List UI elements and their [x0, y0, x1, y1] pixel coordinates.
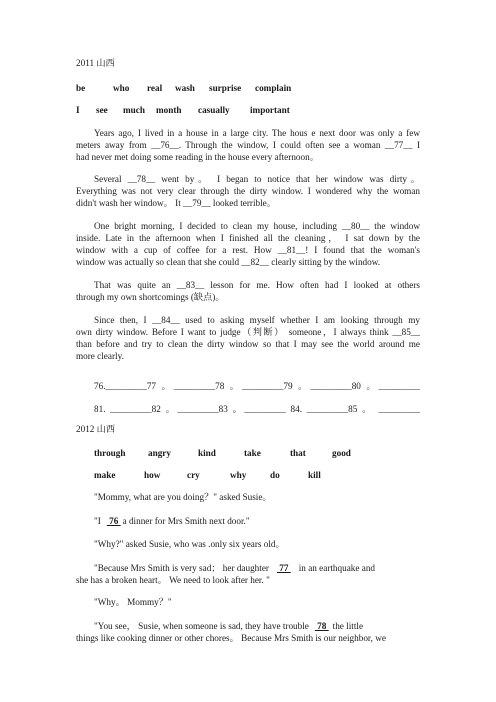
- blank-76: 76: [106, 516, 121, 526]
- answer-blanks-row-2: 81. _________82 。_________83 。_________ 84. _________85 。 _________: [94, 404, 420, 414]
- text-line: own dirty window. Before I want to judge（判断） someone，I always think __85__: [76, 327, 420, 337]
- word: kill: [308, 470, 321, 480]
- text-span: "I: [94, 516, 101, 526]
- section-heading-2011: 2011 山西: [76, 58, 115, 68]
- word: I: [76, 105, 80, 115]
- text-span: "You see， Susie, when someone is sad, they have trouble: [94, 621, 309, 631]
- text-line: inside. Late in the afternoon when I finished all the cleaning， I sat down by the: [76, 233, 420, 243]
- word: that: [290, 448, 306, 458]
- text-line: That was quite an __83__ lesson for me. How often had I looked at others: [94, 280, 420, 290]
- text-line: Since then, I __84__ used to asking myself whether I am looking through my: [94, 315, 420, 325]
- word: take: [244, 448, 261, 458]
- dialogue-line: [94, 563, 375, 574]
- text-line: than before and try to clean the dirty window so that I may see the world around me: [76, 339, 420, 349]
- word: important: [250, 105, 290, 115]
- word: good: [332, 448, 351, 458]
- text-line: window with a cup of coffee for a rest. How __81__! I found that the woman's: [76, 245, 420, 255]
- word: real: [147, 83, 163, 93]
- word: how: [144, 470, 161, 480]
- word: kind: [198, 448, 216, 458]
- word: make: [94, 470, 116, 480]
- word: do: [270, 470, 280, 480]
- word: through: [94, 448, 126, 458]
- text-line: Years ago, I lived in a house in a large city. The hous e next door was only a few: [94, 128, 420, 138]
- word: cry: [187, 470, 200, 480]
- text-line: Several __78__ went by。 I began to notice that her window was dirty。: [94, 174, 420, 184]
- text-span: a dinner for Mrs Smith next door.": [122, 516, 250, 526]
- word-bank-row-1: [76, 83, 315, 94]
- word: casually: [198, 105, 230, 115]
- text-span: "Because Mrs Smith is very sad； her daughter: [94, 563, 269, 573]
- dialogue-line: "Mommy, what are you doing？" asked Susie。: [94, 492, 272, 502]
- word: why: [230, 470, 247, 480]
- word-bank-row-2: [94, 470, 348, 481]
- word: see: [96, 105, 108, 115]
- blank-78: 78: [314, 621, 329, 631]
- dialogue-line: "Why?" asked Susie, who was .only six years old。: [94, 539, 285, 549]
- text-line: through my own shortcomings (缺点)。: [76, 292, 225, 302]
- dialogue-line: things like cooking dinner or other chores。 Because Mrs Smith is our neighbor, we: [76, 633, 386, 643]
- word: much: [123, 105, 145, 115]
- text-line: One bright morning, I decided to clean my house, including __80__ the window: [94, 221, 420, 231]
- dialogue-line: [94, 621, 363, 632]
- answer-blanks-row-1: 76._________77 。_________78 。_________79 。_________80 。_________: [94, 381, 420, 391]
- dialogue-line: "Why。 Mommy？": [94, 597, 172, 607]
- word-bank-row-1: [94, 448, 372, 459]
- text-line: window was actually so clean that she could __82__ clearly sitting by the window.: [76, 257, 381, 267]
- word-bank-row-2: [76, 105, 314, 116]
- text-span: the little: [332, 621, 364, 631]
- text-line: didn't wash her window。 It __79__ looked terrible。: [76, 198, 276, 208]
- word: who: [113, 83, 130, 93]
- text-line: had never met doing some reading in the house every afternoon。: [76, 152, 319, 162]
- text-span: in an earthquake and: [298, 563, 376, 573]
- dialogue-line: she has a broken heart。 We need to look after her. ": [76, 575, 270, 585]
- section-heading-2012: 2012 山西: [76, 424, 116, 434]
- word: angry: [148, 448, 171, 458]
- dialogue-line: [94, 516, 250, 527]
- word: month: [156, 105, 182, 115]
- word: complain: [255, 83, 292, 93]
- blank-77: 77: [276, 563, 291, 573]
- word: surprise: [209, 83, 242, 93]
- text-line: Everything was not very clear through the dirty window. I wondered why the woman: [76, 186, 420, 196]
- text-line: meters away from __76__. Through the window, I could often see a woman __77__ I: [76, 140, 420, 150]
- word: wash: [175, 83, 195, 93]
- word: be: [76, 83, 86, 93]
- text-line: more clearly.: [76, 351, 124, 361]
